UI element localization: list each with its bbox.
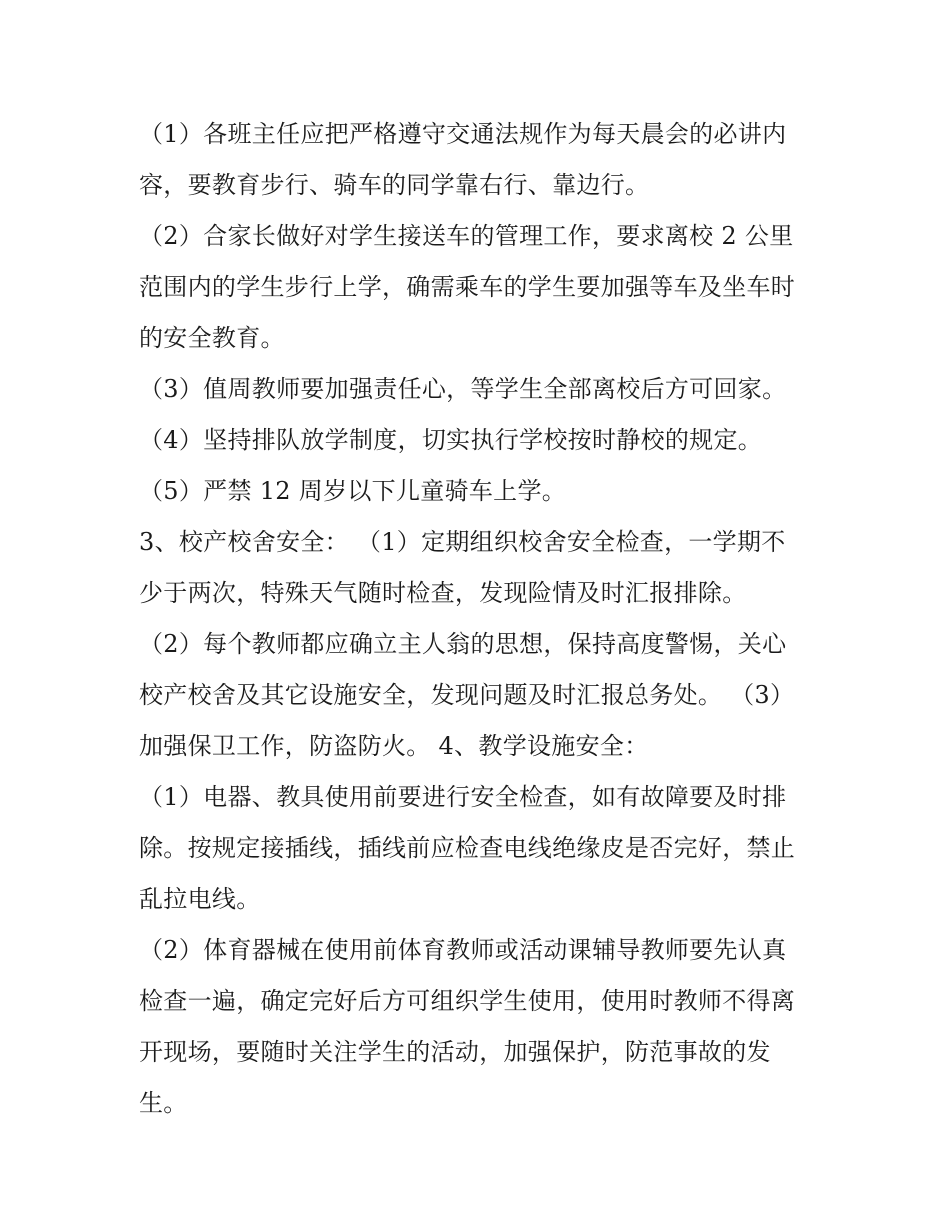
text-line: 容，要教育步行、骑车的同学靠右行、靠边行。 [139, 171, 650, 199]
text-line: 3、校产校舍安全： （1）定期组织校舍安全检查，一学期不 [139, 528, 786, 556]
text-line: 校产校舍及其它设施安全，发现问题及时汇报总务处。 （3） [139, 681, 795, 709]
text-line: （2）每个教师都应确立主人翁的思想，保持高度警惕，关心 [139, 630, 787, 658]
text-line: （2）体育器械在使用前体育教师或活动课辅导教师要先认真 [139, 936, 787, 964]
text-line: 开现场，要随时关注学生的活动，加强保护，防范事故的发 [139, 1038, 771, 1066]
text-line: 范围内的学生步行上学，确需乘车的学生要加强等车及坐车时 [139, 273, 796, 301]
text-line: 加强保卫工作，防盗防火。 4、教学设施安全： [139, 732, 649, 760]
text-line: （1）电器、教具使用前要进行安全检查，如有故障要及时排 [139, 783, 787, 811]
text-line: （5）严禁 12 周岁以下儿童骑车上学。 [139, 477, 567, 505]
text-line: 少于两次，特殊天气随时检查，发现险情及时汇报排除。 [139, 579, 747, 607]
text-line: 生。 [139, 1089, 188, 1117]
text-line: （3）值周教师要加强责任心，等学生全部离校后方可回家。 [139, 375, 787, 403]
text-line: 乱拉电线。 [139, 885, 261, 913]
text-line: 的安全教育。 [139, 324, 285, 352]
text-line: 检查一遍，确定完好后方可组织学生使用，使用时教师不得离 [139, 987, 796, 1015]
document-body [139, 109, 819, 1129]
text-line: （1）各班主任应把严格遵守交通法规作为每天晨会的必讲内 [139, 120, 787, 148]
text-line: （2）合家长做好对学生接送车的管理工作，要求离校 2 公里 [139, 222, 794, 250]
text-line: （4）坚持排队放学制度，切实执行学校按时静校的规定。 [139, 426, 763, 454]
text-line: 除。按规定接插线，插线前应检查电线绝缘皮是否完好，禁止 [139, 834, 796, 862]
